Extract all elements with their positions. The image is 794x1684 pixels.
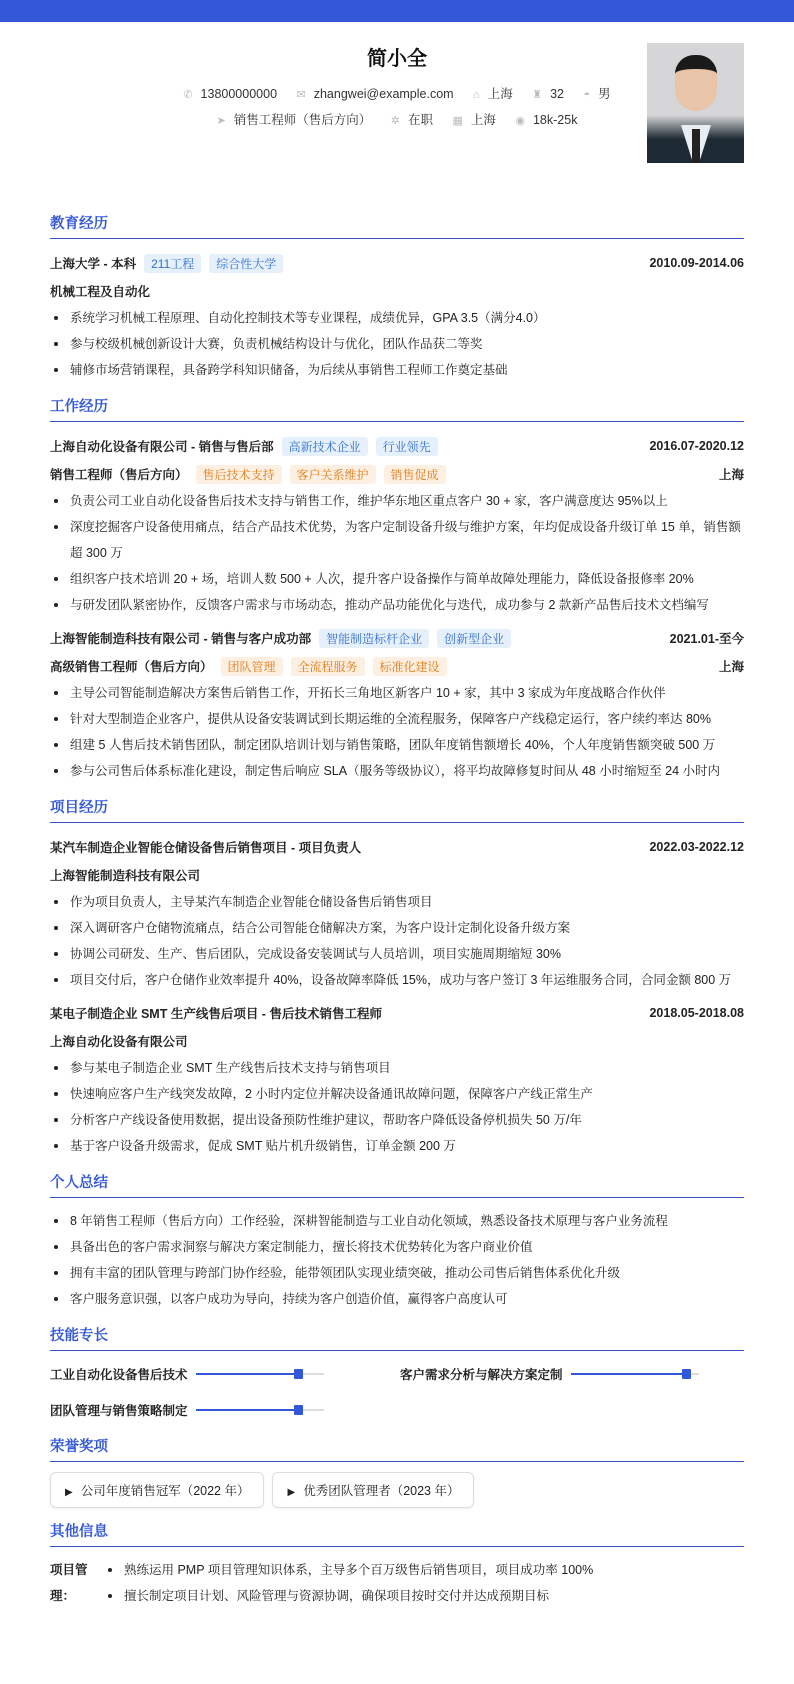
tag: 标准化建设 <box>373 657 447 676</box>
list-item: 主导公司智能制造解决方案售后销售工作，开拓长三角地区新客户 10 + 家，其中 3 家成为年度战略合作伙伴 <box>50 680 744 706</box>
list-item: 负责公司工业自动化设备售后技术支持与销售工作，维护华东地区重点客户 30 + 家，客户满意度达 95%以上 <box>50 488 744 514</box>
section-title: 个人总结 <box>50 1171 744 1198</box>
projects-section <box>50 796 744 1159</box>
tag: 团队管理 <box>221 657 283 676</box>
role-block <box>50 465 446 484</box>
salary: 18k-25k <box>532 113 578 127</box>
bullet-list <box>50 1055 744 1159</box>
company-name: 上海智能制造科技有限公司 - 销售与客户成功部 <box>50 632 312 646</box>
list-item: 协调公司研发、生产、售后团队，完成设备安装调试与人员培训，项目实施周期缩短 30% <box>50 941 744 967</box>
role-block <box>50 657 447 676</box>
tag: 销售促成 <box>384 465 446 484</box>
skills-section <box>50 1324 744 1423</box>
role: 销售工程师（售后方向） <box>50 468 188 482</box>
skill-name: 团队管理与销售策略制定 <box>50 1404 188 1418</box>
role-row <box>50 460 744 488</box>
awards-section <box>50 1435 744 1508</box>
tag: 创新型企业 <box>437 629 511 648</box>
role-row <box>50 652 744 680</box>
tag: 高新技术企业 <box>282 437 368 456</box>
tag: 行业领先 <box>376 437 438 456</box>
location: 上海 <box>718 468 744 482</box>
tag: 211工程 <box>144 254 201 273</box>
company-row <box>50 624 744 652</box>
list-item: 与研发团队紧密协作，反馈客户需求与市场动态，推动产品功能优化与迭代，成功参与 2 款新产品售后技术文档编写 <box>50 592 744 618</box>
target-city: 上海 <box>470 113 496 127</box>
skill-level-slider[interactable] <box>196 1409 324 1411</box>
resume-header <box>50 22 744 200</box>
skill-item <box>50 1397 400 1423</box>
org-row <box>50 1027 744 1055</box>
other-section <box>50 1520 744 1609</box>
award-label: 公司年度销售冠军（2022 年） <box>80 1484 250 1498</box>
summary-section <box>50 1171 744 1312</box>
section-title: 其他信息 <box>50 1520 744 1547</box>
award-item[interactable] <box>272 1472 474 1508</box>
organization: 上海自动化设备有限公司 <box>50 1035 188 1049</box>
phone-icon: ✆ <box>183 89 193 101</box>
slider-thumb <box>294 1405 303 1415</box>
tag: 客户关系维护 <box>290 465 376 484</box>
slider-thumb <box>294 1369 303 1379</box>
skill-level-fill <box>196 1373 298 1375</box>
list-item: 组织客户技术培训 20 + 场，培训人数 500 + 人次，提升客户设备操作与简单故障处理能力，降低设备报修率 20% <box>50 566 744 592</box>
section-title: 教育经历 <box>50 212 744 239</box>
triangle-icon: ▶ <box>287 1487 296 1498</box>
tag: 售后技术支持 <box>196 465 282 484</box>
list-item: 组建 5 人售后技术销售团队，制定团队培训计划与销售策略，团队年度销售额增长 40%，个人年度销售额突破 500 万 <box>50 732 744 758</box>
award-label: 优秀团队管理者（2023 年） <box>303 1484 460 1498</box>
education-section <box>50 212 744 383</box>
project-name: 某电子制造企业 SMT 生产线售后项目 - 售后技术销售工程师 <box>50 1007 382 1021</box>
gender-icon: ◓ <box>583 89 591 101</box>
major: 机械工程及自动化 <box>50 285 151 299</box>
org-row <box>50 861 744 889</box>
company-block <box>50 629 511 648</box>
email: zhangwei@example.com <box>313 87 454 101</box>
skill-item <box>50 1361 400 1387</box>
list-item: 分析客户产线设备使用数据，提出设备预防性维护建议，帮助客户降低设备停机损失 50 万/年 <box>50 1107 744 1133</box>
city: 上海 <box>487 87 513 101</box>
candidate-name: 简小全 <box>367 48 427 70</box>
list-item: 基于客户设备升级需求，促成 SMT 贴片机升级销售，订单金额 200 万 <box>50 1133 744 1159</box>
list-item: 8 年销售工程师（售后方向）工作经验，深耕智能制造与工业自动化领域，熟悉设备技术原理与客户业务流程 <box>50 1208 744 1234</box>
skill-level-fill <box>571 1373 686 1375</box>
status: 在职 <box>407 113 433 127</box>
list-item: 针对大型制造企业客户，提供从设备安装调试到长期运维的全流程服务，保障客户产线稳定运行，客户续约率达 80% <box>50 706 744 732</box>
list-item: 系统学习机械工程原理、自动化控制技术等专业课程，成绩优异，GPA 3.5（满分4.0） <box>50 305 744 331</box>
project-name: 某汽车制造企业智能仓储设备售后销售项目 - 项目负责人 <box>50 841 362 855</box>
bullet-list <box>50 488 744 618</box>
tag: 智能制造标杆企业 <box>319 629 429 648</box>
location: 上海 <box>718 660 744 674</box>
list-item: 参与某电子制造企业 SMT 生产线售后技术支持与销售项目 <box>50 1055 744 1081</box>
list-item: 参与校级机械创新设计大赛，负责机械结构设计与优化，团队作品获二等奖 <box>50 331 744 357</box>
section-title: 项目经历 <box>50 796 744 823</box>
list-item: 深度挖掘客户设备使用痛点，结合产品技术优势，为客户定制设备升级与维护方案，年均促成设备升级订单 15 单，销售额超 300 万 <box>50 514 744 566</box>
list-item: 项目交付后，客户仓储作业效率提升 40%，设备故障率降低 15%，成功与客户签订 3 年运维服务合同，合同金额 800 万 <box>50 967 744 993</box>
award-item[interactable] <box>50 1472 264 1508</box>
date: 2010.09-2014.06 <box>649 256 744 270</box>
age: 32 <box>550 87 564 101</box>
skill-level-slider[interactable] <box>571 1373 699 1375</box>
top-accent-bar <box>0 0 794 22</box>
other-label: 项目管理： <box>50 1563 88 1603</box>
phone: 13800000000 <box>200 87 278 101</box>
role: 高级销售工程师（售后方向） <box>50 660 213 674</box>
slider-thumb <box>682 1369 691 1379</box>
list-item: 参与公司售后体系标准化建设，制定售后响应 SLA（服务等级协议），将平均故障修复时间从 48 小时缩短至 24 小时内 <box>50 758 744 784</box>
list-item: 擅长制定项目计划、风险管理与资源协调，确保项目按时交付并达成预期目标 <box>104 1583 593 1609</box>
cake-icon: ♜ <box>532 89 543 101</box>
email-icon: ✉ <box>296 89 306 101</box>
company-name: 上海自动化设备有限公司 - 销售与售后部 <box>50 440 274 454</box>
triangle-icon: ▶ <box>65 1487 73 1498</box>
organization: 上海智能制造科技有限公司 <box>50 869 201 883</box>
company-block <box>50 437 438 456</box>
list-item: 作为项目负责人，主导某汽车制造企业智能仓储设备售后销售项目 <box>50 889 744 915</box>
date: 2021.01-至今 <box>669 632 744 646</box>
list-item: 快速响应客户生产线突发故障，2 小时内定位并解决设备通讯故障问题，保障客户产线正常生产 <box>50 1081 744 1107</box>
salary-icon: ◉ <box>515 115 525 127</box>
gender: 男 <box>598 87 611 101</box>
date: 2018.05-2018.08 <box>649 1006 744 1020</box>
tag: 综合性大学 <box>209 254 283 273</box>
date: 2016.07-2020.12 <box>649 439 744 453</box>
profile-photo <box>647 43 744 163</box>
position: 销售工程师（售后方向） <box>233 113 372 127</box>
list-item: 具备出色的客户需求洞察与解决方案定制能力，擅长将技术优势转化为客户商业价值 <box>50 1234 744 1260</box>
date: 2022.03-2022.12 <box>649 840 744 854</box>
status-icon: ✲ <box>390 115 400 127</box>
list-item: 客户服务意识强，以客户成功为导向，持续为客户创造价值，赢得客户高度认可 <box>50 1286 744 1312</box>
project-row <box>50 833 744 861</box>
list-item: 拥有丰富的团队管理与跨部门协作经验，能带领团队实现业绩突破，推动公司售后销售体系优化升级 <box>50 1260 744 1286</box>
skill-level-fill <box>196 1409 298 1411</box>
building-icon: ▦ <box>452 115 463 127</box>
home-icon: ⌂ <box>473 89 480 101</box>
send-icon: ➤ <box>216 115 226 127</box>
skill-item <box>400 1361 744 1387</box>
section-title: 荣誉奖项 <box>50 1435 744 1462</box>
skill-name: 客户需求分析与解决方案定制 <box>400 1368 563 1382</box>
bullet-list <box>50 889 744 993</box>
section-title: 技能专长 <box>50 1324 744 1351</box>
work-section <box>50 395 744 784</box>
company-row <box>50 432 744 460</box>
skill-name: 工业自动化设备售后技术 <box>50 1368 188 1382</box>
skill-level-slider[interactable] <box>196 1373 324 1375</box>
list-item: 熟练运用 PMP 项目管理知识体系，主导多个百万级售后销售项目，项目成功率 100% <box>104 1557 593 1583</box>
school: 上海大学 - 本科 <box>50 257 137 271</box>
list-item: 辅修市场营销课程，具备跨学科知识储备，为后续从事销售工程师工作奠定基础 <box>50 357 744 383</box>
tag: 全流程服务 <box>291 657 365 676</box>
section-title: 工作经历 <box>50 395 744 422</box>
bullet-list <box>50 680 744 784</box>
project-row <box>50 999 744 1027</box>
list-item: 深入调研客户仓储物流痛点，结合公司智能仓储解决方案，为客户设计定制化设备升级方案 <box>50 915 744 941</box>
